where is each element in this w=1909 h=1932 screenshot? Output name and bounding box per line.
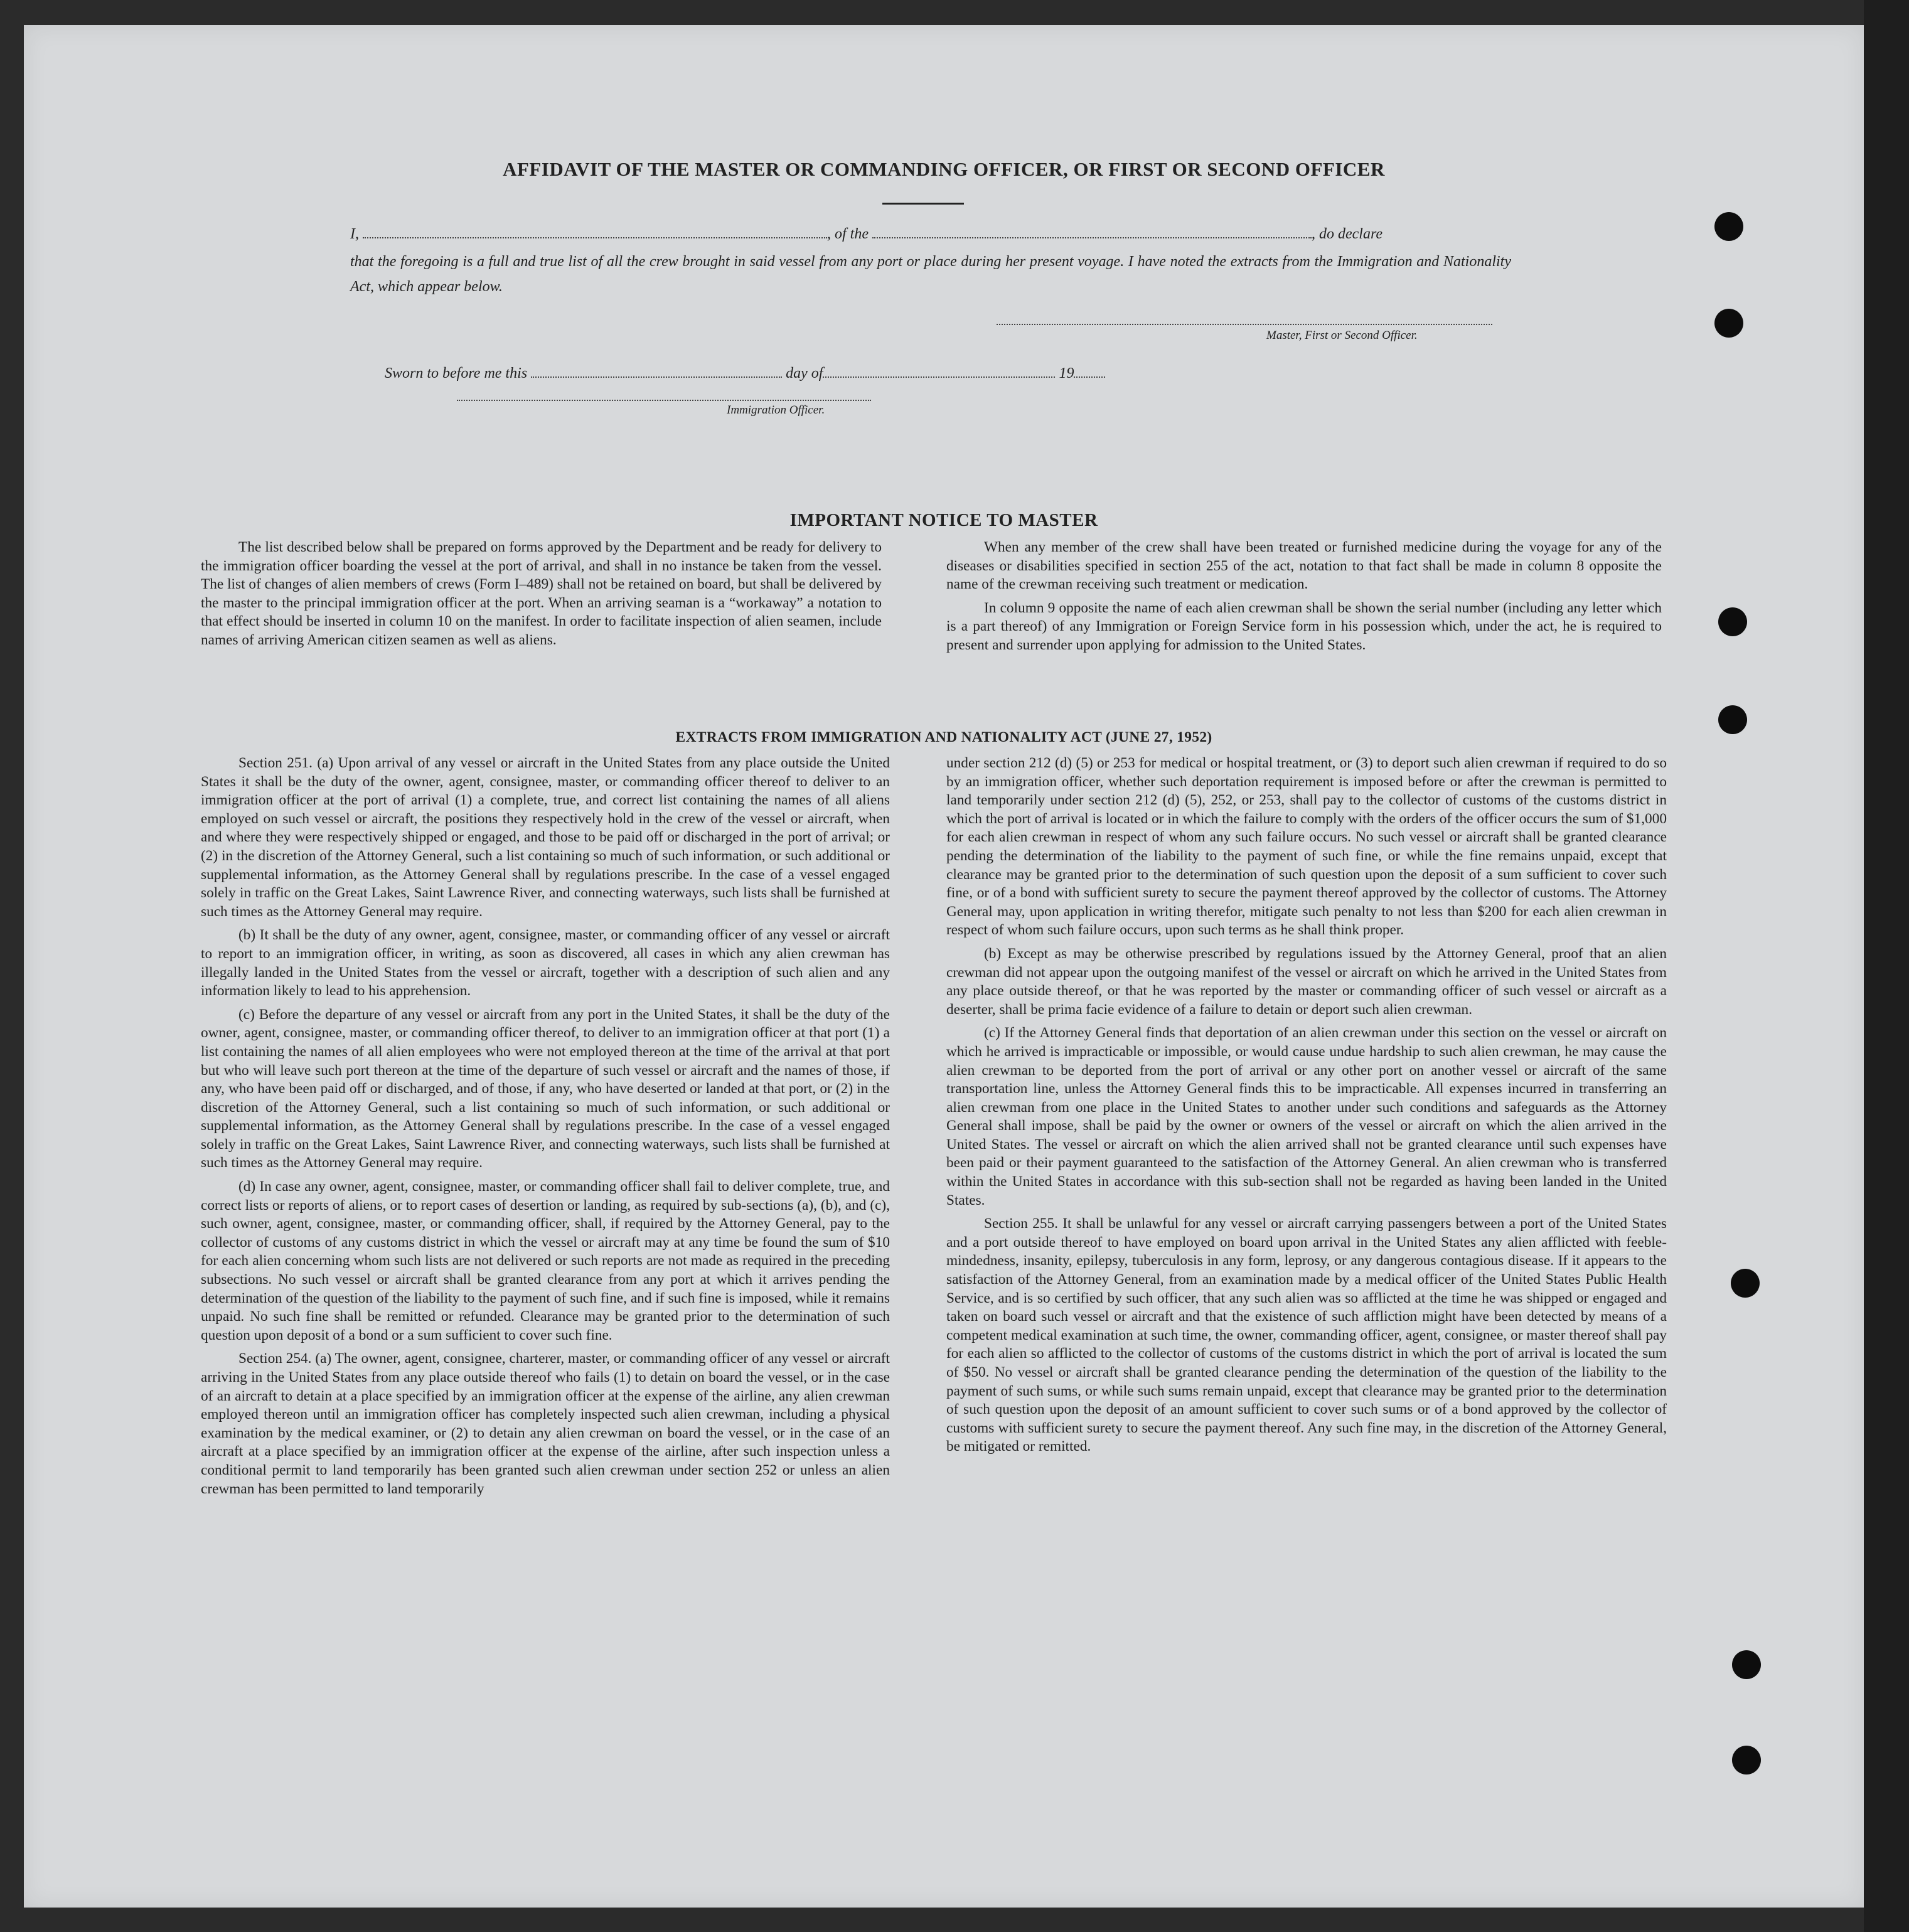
section-255: Section 255. It shall be unlawful for any vessel or aircraft carrying passengers between a port of the United States and a port outside thereof to have employed on board upon arrival in the United States any alien afflicted with feeble-mindedness, insanity, epilepsy, tuberculosis in any form, leprosy, or any dangerous contagious disease. If it appears to the satisfaction of the Attorney General, from an examination made by a medical officer of the United States Public Health Service, and is so certified by such officer, that any such alien was so afflicted at the time he was shipped or engaged and taken on board such vessel or aircraft and that the existence of such affliction might have been detected by means of a competent medical examination at such time, the owner, commanding officer, agent, consignee, or master thereof shall pay for each alien so afflicted to the collector of customs of the customs district in which the port of arrival is located the sum of $50. No vessel or aircraft shall be granted clearance pending the determination of the question of the liability to the payment of such sums, or while such sums remain unpaid, except that clearance may be granted prior to the determination of such question upon the deposit of an amount sufficient to cover such sums or of a bond approved by the collector of customs with sufficient surety to secure the payment thereof. Any such fine may, in the discretion of the Attorney General, be mitigated or remitted.: [946, 1215, 1667, 1455]
punch-hole: [1718, 607, 1747, 636]
punch-hole: [1714, 309, 1743, 338]
section-251b: (b) It shall be the duty of any owner, agent, consignee, master, or commanding officer of any vessel or aircraft to report to an immigration officer, in writing, as soon as discovered, all cases in which any alien crewman has illegally landed in the United States from the vessel or aircraft, together with a description of such alien and any information likely to lead to his apprehension.: [201, 927, 890, 1000]
sworn-year-field: [1074, 376, 1105, 378]
punch-hole: [1732, 1746, 1761, 1775]
master-signature-line: [997, 324, 1492, 325]
section-251d: (d) In case any owner, agent, consignee, master, or commanding officer shall fail to deliver complete, true, and correct lists or reports of aliens, or to report cases of desertion or landing, as required by sub-sections (a), (b), and (c), such owner, agent, consignee, master, or commanding officer, shall, if required by the Attorney General, pay to the collector of customs of any customs district in which the vessel or aircraft may at any time be found the sum of $10 for each alien concerning whom such lists are not delivered or such reports are not made as required in the preceding subsections. No such vessel or aircraft shall be granted clearance from any port at which it arrives pending the determination of the question of the liability to the payment of such fine, and if such fine is imposed, while it remains unpaid. No such fine shall be remitted or refunded. Clearance may be granted prior to the determination of such question upon deposit of a bond or a sum sufficient to cover such fine.: [201, 1178, 890, 1343]
scan-edge: [1864, 0, 1909, 1932]
notice-title: IMPORTANT NOTICE TO MASTER: [789, 510, 1098, 530]
section-254a-continued: under section 212 (d) (5) or 253 for medical or hospital treatment, or (3) to deport such alien crewman if required to do so by an immigration officer, whether such deportation requirement is imposed before or after the crewman is permitted to land temporarily under section 212 (d) (5), 252, or 253, shall pay to the collector of customs of the customs district in which the port of arrival is located or in which the failure to comply with the orders of the officer occurs the sum of $1,000 for each alien crewman in respect of whom any such failure occurs. No such vessel or aircraft shall be granted clearance pending the determination of the liability to the payment of such fine, or while the fine remains unpaid, except that clearance may be granted prior to the determination of such question upon the deposit of a sum sufficient to cover such fine, or of a bond with sufficient surety to secure the payment thereof approved by the collector of customs. The Attorney General may, upon application in writing therefor, mitigate such penalty to not less than $200 for each alien crewman in respect of whom such failure occurs, upon such terms as he shall think proper.: [946, 755, 1667, 939]
punch-hole: [1718, 705, 1747, 734]
declarant-name-field: [363, 237, 827, 238]
sworn-line: [385, 361, 1263, 386]
sworn-year-label: 19: [1059, 365, 1074, 382]
officer-signature-line: [457, 400, 871, 401]
vessel-name-field: [872, 237, 1312, 238]
sworn-day-label: day of: [786, 365, 823, 382]
notice-right-paragraph-1: When any member of the crew shall have been treated or furnished medicine during the voyage for any of the diseases or disabilities specified in section 255 of the act, notation to that fact shall be made in column 8 opposite the name of the crewman receiving such treatment or medication.: [946, 539, 1662, 593]
notice-right-paragraph-2: In column 9 opposite the name of each alien crewman shall be shown the serial number (including any letter which is a part thereof) of any Immigration or Foreign Service form in his possession which, under the act, he is required to present and surrender upon applying for admission to the United States.: [946, 599, 1662, 653]
declaration-text: that the foregoing is a full and true list of all the crew brought in said vessel from any port or place during her present voyage. I have noted the extracts from the Immigration and Nationality Act, which appear below.: [350, 254, 1511, 295]
punch-hole: [1714, 212, 1743, 241]
punch-hole: [1732, 1650, 1761, 1679]
affidavit-title: AFFIDAVIT OF THE MASTER OR COMMANDING OFFICER, OR FIRST OR SECOND OFFICER: [503, 158, 1385, 180]
section-254b: (b) Except as may be otherwise prescribed by regulations issued by the Attorney General, proof that an alien crewman did not appear upon the outgoing manifest of the vessel or aircraft on which he arrived in the United States from any place outside thereof, or that he was reported by the master or commanding officer of such vessel or aircraft as a deserter, shall be prima facie evidence of a failure to detain or deport such alien crewman.: [946, 945, 1667, 1018]
extracts-left-column: [201, 754, 890, 1503]
title-rule: [882, 203, 964, 205]
section-254a: Section 254. (a) The owner, agent, consignee, charterer, master, or commanding officer of any vessel or aircraft arriving in the United States from any place outside thereof who fails (1) to detain on board the vessel, or in the case of an aircraft to detain at a place specified by an immigration officer at the expense of the airline, any alien crewman employed thereon until an immigration officer has completely inspected such alien crewman, including a physical examination by the medical examiner, or (2) to detain any alien crewman on board the vessel, or in the case of an aircraft at a place specified by an immigration officer at the expense of the airline, after such inspection unless a conditional permit to land temporarily has been granted such alien crewman under section 252 or unless an alien crewman has been permitted to land temporarily: [201, 1350, 890, 1497]
declaration-line-1: [350, 221, 1511, 247]
officer-caption: Immigration Officer.: [727, 403, 825, 417]
sworn-month-field: [823, 376, 1055, 378]
extracts-right-column: [946, 754, 1667, 1461]
declarant-suffix: , do declare: [1312, 226, 1383, 242]
notice-left-column: [201, 538, 882, 655]
sworn-prefix: Sworn to before me this: [385, 365, 528, 382]
declarant-middle: , of the: [827, 226, 869, 242]
punch-hole: [1731, 1269, 1760, 1298]
notice-left-paragraph: The list described below shall be prepared on forms approved by the Department and be ready for delivery to the immigration officer boarding the vessel at the port of arrival, and shall in no instance be taken from the vessel. The list of changes of alien members of crews (Form I–489) shall not be retained on board, but shall be delivered by the master to the principal immigration officer at the port. When an arriving seaman is a “workaway” a notation to that effect should be inserted in column 10 on the manifest. In order to facilitate inspection of alien seamen, include names of arriving American citizen seamen as well as aliens.: [201, 539, 882, 648]
extracts-title: EXTRACTS FROM IMMIGRATION AND NATIONALITY ACT (JUNE 27, 1952): [675, 729, 1212, 745]
declarant-prefix: I,: [350, 226, 359, 242]
document-page: [24, 25, 1864, 1908]
master-caption: Master, First or Second Officer.: [1266, 329, 1418, 342]
section-254c: (c) If the Attorney General finds that deportation of an alien crewman under this section on the vessel or aircraft on which he arrived is impracticable or impossible, or would cause undue hardship to such alien crewman, he may cause the alien crewman to be deported from the port of arrival or any other port on another vessel or aircraft of the same transportation line, unless the Attorney General finds this to be impracticable. All expenses incurred in transferring an alien crewman from one place in the United States to another under such conditions and safeguards as the Attorney General shall impose, shall be paid by the owner or owners of the vessel or aircraft on which the alien arrived in the United States. The vessel or aircraft on which the alien arrived shall not be granted clearance until such expenses have been paid or their payment guaranteed to the satisfaction of the Attorney General. An alien crewman who is transferred within the United States in accordance with this sub-section shall not be regarded as having been landed in the United States.: [946, 1025, 1667, 1209]
notice-right-column: [946, 538, 1662, 660]
section-251a: Section 251. (a) Upon arrival of any vessel or aircraft in the United States from any place outside the United States it shall be the duty of the owner, agent, consignee, master, or commanding officer thereof to deliver to an immigration officer at the port of arrival (1) a complete, true, and correct list containing the names of all aliens employed on such vessel or aircraft, the positions they respectively hold in the crew of the vessel or aircraft, when and where they were respectively shipped or engaged, and those to be paid off or discharged in the port of arrival; or (2) in the discretion of the Attorney General, such a list containing so much of such information, or such additional or supplemental information, as the Attorney General shall by regulations prescribe. In the case of a vessel engaged solely in traffic on the Great Lakes, Saint Lawrence River, and connecting waterways, such lists shall be furnished at such times as the Attorney General may require.: [201, 755, 890, 920]
section-251c: (c) Before the departure of any vessel or aircraft from any port in the United States, it shall be the duty of the owner, agent, consignee, master, or commanding officer thereof, to deliver to an immigration officer at that port (1) a list containing the names of all alien employees who were not employed thereon at the time of the arrival at that port but who will leave such port thereon at the time of the departure of such vessel or aircraft and the names of those, if any, who have been paid off or discharged, and of those, if any, who have deserted or landed at that port, or (2) in the discretion of the Attorney General, such a list containing so much of such information, or such additional or supplemental information, as the Attorney General shall by regulations prescribe. In the case of a vessel engaged solely in traffic on the Great Lakes, Saint Lawrence River, and connecting waterways, such lists shall be furnished at such times as the Attorney General may require.: [201, 1006, 890, 1171]
sworn-day-field: [531, 376, 782, 378]
